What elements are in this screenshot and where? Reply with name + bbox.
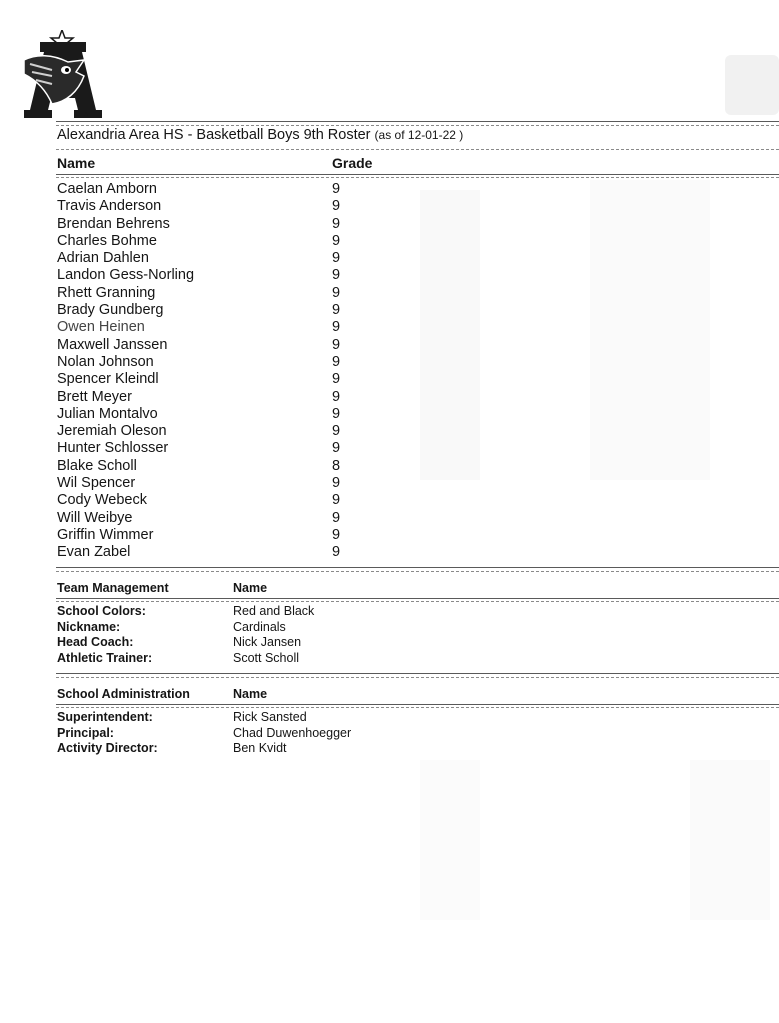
info-label: Head Coach: — [57, 635, 134, 649]
player-grade: 9 — [332, 423, 341, 440]
player-row — [57, 458, 397, 475]
info-row — [57, 651, 477, 667]
player-name: Wil Spencer — [57, 475, 136, 492]
info-label: School Colors: — [57, 604, 146, 618]
info-value: Rick Sansted — [233, 710, 307, 724]
player-grade: 9 — [332, 267, 341, 284]
cardinals-logo — [22, 30, 104, 118]
player-grade: 9 — [332, 284, 341, 301]
player-grade: 9 — [332, 388, 341, 405]
player-name: Spencer Kleindl — [57, 371, 159, 388]
section-rule — [56, 567, 779, 568]
info-value: Red and Black — [233, 604, 315, 618]
player-name: Brett Meyer — [57, 388, 132, 405]
column-header-rule — [56, 174, 779, 175]
info-row — [57, 741, 477, 757]
player-row — [57, 302, 397, 319]
player-row — [57, 475, 397, 492]
school-administration-list — [57, 710, 477, 757]
player-grade: 9 — [332, 336, 341, 353]
player-row — [57, 440, 397, 457]
player-name: Brendan Behrens — [57, 215, 170, 232]
roster-title: Alexandria Area HS - Basketball Boys 9th Roster — [57, 127, 371, 143]
info-value: Ben Kvidt — [233, 741, 287, 755]
roster-list — [57, 181, 397, 562]
player-row — [57, 319, 397, 336]
info-label: Principal: — [57, 725, 114, 740]
player-name: Jeremiah Oleson — [57, 423, 167, 440]
player-grade: 9 — [332, 509, 341, 526]
player-name: Cody Webeck — [57, 492, 147, 509]
player-row — [57, 233, 397, 250]
player-row — [57, 250, 397, 267]
player-name: Owen Heinen — [57, 319, 145, 336]
info-value: Chad Duwenhoegger — [233, 725, 352, 740]
player-name: Blake Scholl — [57, 457, 137, 474]
player-name: Rhett Granning — [57, 284, 156, 301]
logo-letter: A — [84, 112, 89, 118]
info-row — [57, 604, 477, 620]
player-grade: 9 — [332, 198, 341, 215]
player-grade: 9 — [332, 440, 341, 457]
player-name: Adrian Dahlen — [57, 250, 149, 267]
bleed-through-column — [420, 190, 480, 480]
player-name: Caelan Amborn — [57, 181, 157, 197]
school-administration-rule-dashed — [56, 707, 779, 708]
player-grade: 8 — [332, 457, 341, 474]
team-management-name-header: Name — [233, 581, 268, 595]
player-row — [57, 423, 397, 440]
page-title — [57, 127, 463, 143]
school-administration-rule — [56, 704, 779, 705]
player-name: Will Weibye — [57, 509, 133, 526]
section-rule-dashed — [56, 677, 779, 678]
player-name: Maxwell Janssen — [57, 336, 168, 353]
player-grade: 9 — [332, 215, 341, 232]
grade-column-header: Grade — [332, 155, 373, 171]
bleed-through-column — [420, 760, 480, 920]
player-grade: 9 — [332, 526, 341, 543]
player-grade: 9 — [332, 492, 341, 509]
player-grade: 9 — [332, 319, 341, 336]
player-row — [57, 337, 397, 354]
player-grade: 9 — [332, 371, 341, 388]
title-rule — [56, 149, 779, 150]
name-column-header: Name — [57, 155, 96, 171]
player-row — [57, 527, 397, 544]
player-name: Travis Anderson — [57, 198, 162, 215]
player-name: Julian Montalvo — [57, 405, 158, 422]
as-of-date: (as of 12-01-22 ) — [374, 128, 464, 142]
player-name: Evan Zabel — [57, 544, 131, 561]
player-name: Nolan Johnson — [57, 353, 154, 370]
player-name: Landon Gess-Norling — [57, 267, 195, 284]
info-label: Activity Director: — [57, 741, 158, 755]
player-grade: 9 — [332, 232, 341, 249]
school-administration-header: School Administration — [57, 687, 190, 701]
info-row — [57, 635, 477, 651]
player-row — [57, 492, 397, 509]
player-row — [57, 389, 397, 406]
player-name: Brady Gundberg — [57, 302, 164, 319]
player-row — [57, 267, 397, 284]
player-row — [57, 285, 397, 302]
info-value: Scott Scholl — [233, 650, 300, 665]
player-row — [57, 371, 397, 388]
player-grade: 9 — [332, 475, 341, 492]
player-row — [57, 510, 397, 527]
info-value: Cardinals — [233, 619, 286, 634]
team-management-rule-dashed — [56, 601, 779, 602]
info-label: Athletic Trainer: — [57, 650, 153, 665]
bleed-through-column — [690, 760, 770, 920]
school-administration-name-header: Name — [233, 687, 268, 701]
player-row — [57, 406, 397, 423]
info-label: Superintendent: — [57, 710, 153, 724]
player-grade: 9 — [332, 181, 341, 197]
column-header-rule-dashed — [56, 177, 779, 178]
section-rule — [56, 673, 779, 674]
player-grade: 9 — [332, 405, 341, 422]
section-rule-dashed — [56, 571, 779, 572]
player-grade: 9 — [332, 544, 341, 561]
player-row — [57, 544, 397, 561]
team-management-list — [57, 604, 477, 666]
player-grade: 9 — [332, 302, 341, 319]
info-row — [57, 710, 477, 726]
info-value: Nick Jansen — [233, 635, 302, 649]
header-rule — [56, 121, 779, 122]
player-name: Charles Bohme — [57, 232, 157, 249]
info-row — [57, 620, 477, 636]
team-management-rule — [56, 598, 779, 599]
player-grade: 9 — [332, 353, 341, 370]
player-name: Griffin Wimmer — [57, 526, 154, 543]
player-grade: 9 — [332, 250, 341, 267]
player-row — [57, 354, 397, 371]
bleed-through-column — [590, 180, 710, 480]
player-row — [57, 216, 397, 233]
bleed-through-mark — [725, 55, 779, 115]
header-rule-dashed — [56, 125, 779, 126]
player-row — [57, 181, 397, 198]
info-row — [57, 726, 477, 742]
info-label: Nickname: — [57, 619, 121, 634]
player-name: Hunter Schlosser — [57, 440, 169, 457]
team-management-header: Team Management — [57, 581, 169, 595]
player-row — [57, 198, 397, 215]
